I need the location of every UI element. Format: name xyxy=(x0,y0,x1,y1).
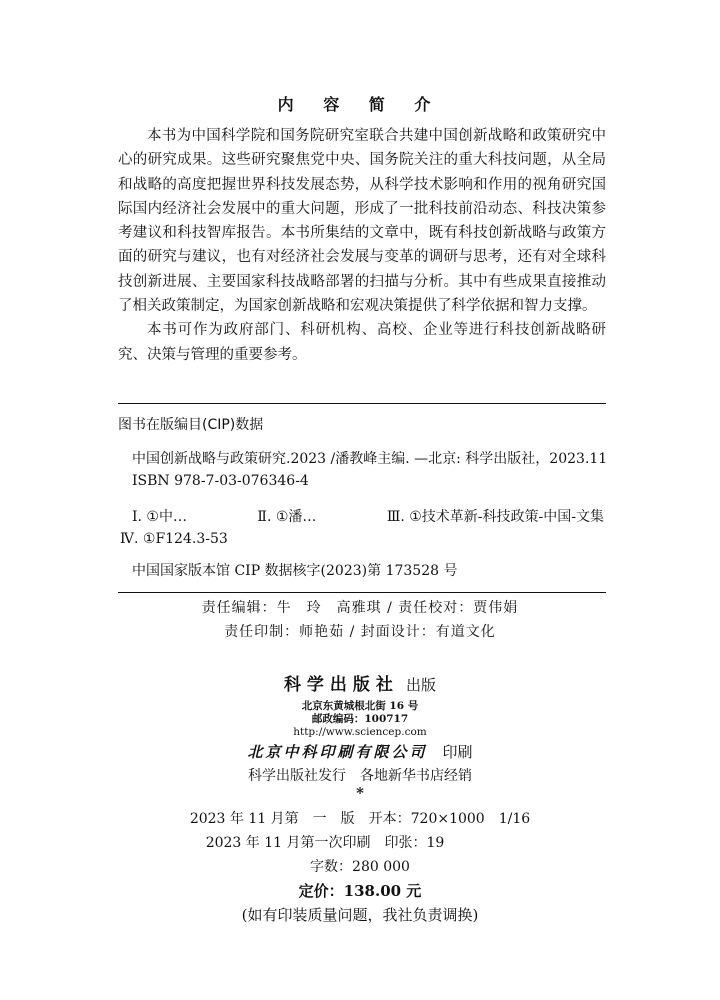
publisher-postcode: 邮政编码：100717 xyxy=(311,713,409,725)
cip-class-1: Ⅰ. ①中… xyxy=(132,509,187,525)
word-count: 字数：280 000 xyxy=(310,859,410,875)
publisher-role: 出版 xyxy=(406,676,437,694)
cip-class-4: Ⅳ. ①F124.3-53 xyxy=(120,531,228,547)
cip-data-block xyxy=(118,403,606,593)
printing-row xyxy=(0,831,720,855)
printer-name: 北京中科印刷有限公司 xyxy=(247,743,428,761)
cip-isbn: ISBN 978-7-03-076346-4 xyxy=(132,473,309,489)
cip-classification xyxy=(118,506,606,528)
publisher-address: 北京东黄城根北街 16 号 xyxy=(301,700,419,712)
sheets: 印张：19 xyxy=(384,835,445,851)
edition: 2023 年 11 月第 一 版 xyxy=(189,811,355,827)
distribution: 科学出版社发行 各地新华书店经销 xyxy=(248,768,472,784)
intro-paragraph: 本书为中国科学院和国务院研究室联合共建中国创新战略和政策研究中心的研究成果。这些研究聚焦党中央、国务院关注的重大科技问题，从全局和战略的高度把握世界科技发展态势，从科学技术影响和作用的视角研究国际国内经济社会发展中的重大问题，形成了一批科技前沿动态、科技决策参考建议和科技智库报告。本书所集结的文章中，既有科技创新战略与政策方面的研究与建议，也有对经济社会发展与变革的调研与思考，还有对全球科技创新进展、主要国家科技战略部署的扫描与分析。其中有些成果直接推动了相关政策制定，为国家创新战略和宏观决策提供了科学依据和智力支撑。 xyxy=(118,128,606,315)
quality-note: (如有印装质量问题，我社负责调换) xyxy=(241,906,479,924)
publication-info xyxy=(0,670,720,927)
publisher-name: 科学出版社 xyxy=(283,675,399,695)
separator-star: * xyxy=(356,784,364,802)
cip-class-3: Ⅲ. ①技术革新-科技政策-中国-文集 xyxy=(386,509,604,525)
cip-verification-number: 中国国家版本馆 CIP 数据核字(2023)第 173528 号 xyxy=(132,563,458,579)
printer-role: 印刷 xyxy=(442,743,473,761)
intro-paragraph: 本书可作为政府部门、科研机构、高校、企业等进行科技创新战略研究、决策与管理的重要参考。 xyxy=(118,322,606,363)
editorial-credits xyxy=(0,596,720,644)
page-title: 内 容 简 介 xyxy=(277,95,443,114)
cip-record: 中国创新战略与政策研究.2023 /潘教峰主编. —北京: 科学出版社，2023.11 xyxy=(132,451,608,467)
printing: 2023 年 11 月第一次印刷 xyxy=(205,835,371,851)
publisher-url: http://www.sciencep.com xyxy=(293,726,427,738)
edition-row xyxy=(0,807,720,831)
cip-class-2: Ⅱ. ①潘… xyxy=(257,509,317,525)
editors-line-1: 责任编辑：牛 玲 高雅琪 / 责任校对：贾伟娟 xyxy=(201,600,519,616)
editors-line-2: 责任印制：师艳茹 / 封面设计：有道文化 xyxy=(224,624,496,640)
format: 开本：720×1000 1/16 xyxy=(368,811,531,827)
cip-heading: 图书在版编目(CIP)数据 xyxy=(118,417,264,433)
price: 定价：138.00 元 xyxy=(298,882,422,900)
introduction xyxy=(118,124,606,367)
